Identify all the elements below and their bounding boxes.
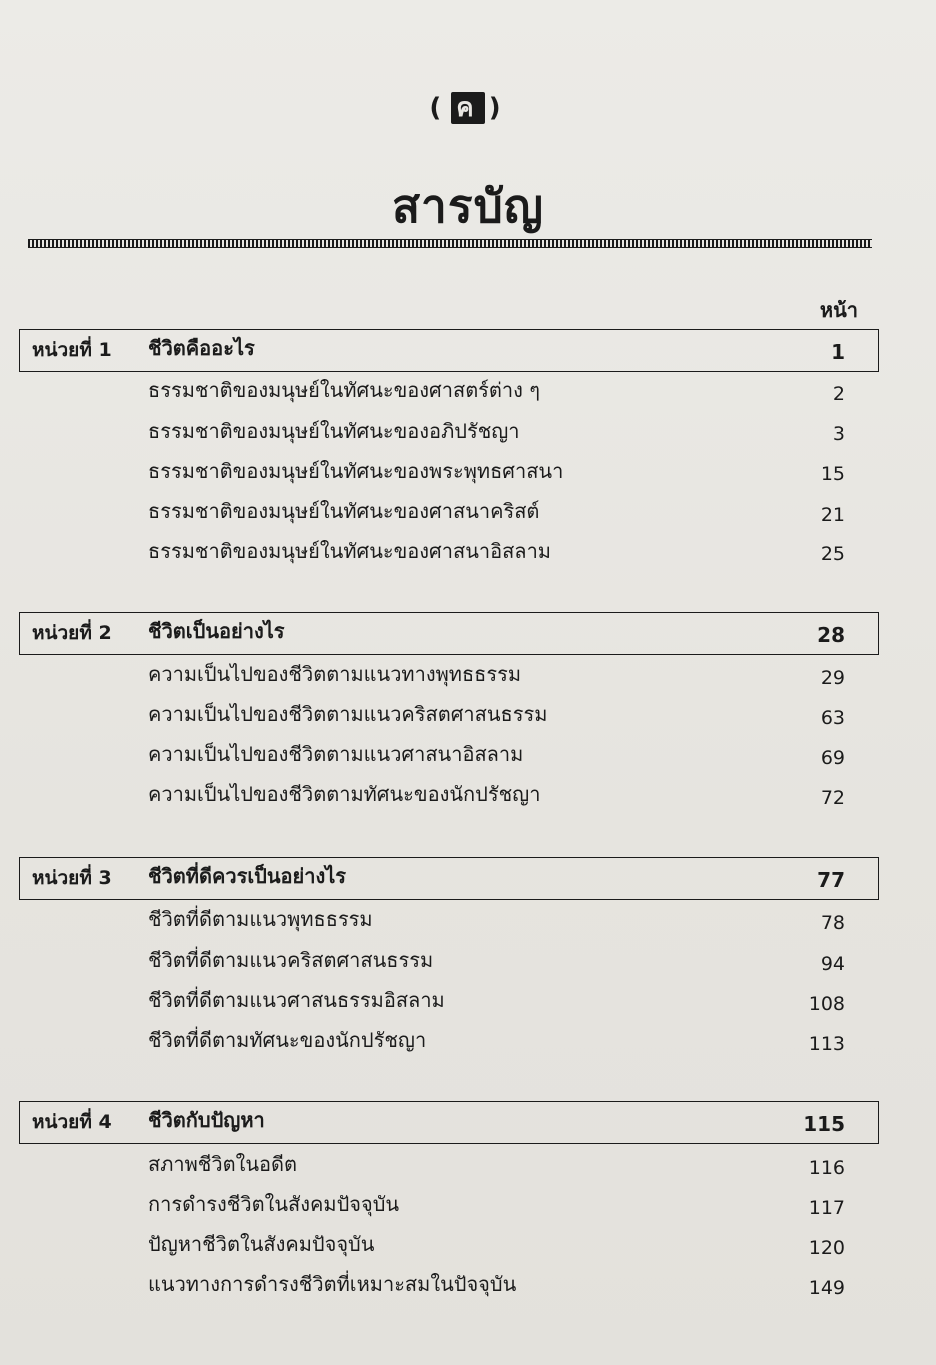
toc-entry-page: 116 [808,1157,845,1179]
toc-entry-title: แนวทางการดำรงชีวิตที่เหมาะสมในปัจจุบัน [148,1272,517,1296]
unit-3-page: 77 [817,868,845,892]
toc-entry-title: ธรรมชาติของมนุษย์ในทัศนะของพระพุทธศาสนา [148,459,564,483]
unit-4-page: 115 [803,1112,845,1136]
toc-entry-title: ความเป็นไปของชีวิตตามทัศนะของนักปรัชญา [148,782,541,806]
page-column-header: หน้า [819,298,858,322]
unit-1-page: 1 [831,340,845,364]
toc-entry-page: 3 [832,423,845,445]
toc-entry-page: 69 [820,747,845,769]
toc-entry-page: 149 [808,1277,845,1299]
toc-entry-title: ชีวิตที่ดีตามแนวศาสนธรรมอิสลาม [148,988,445,1012]
toc-entry-page: 29 [820,667,845,689]
unit-4-title: ชีวิตกับปัญหา [148,1108,265,1132]
toc-entry-page: 94 [820,953,845,975]
unit-3-label: หน่วยที่ 3 [32,867,112,889]
toc-entry-title: สภาพชีวิตในอดีต [148,1152,298,1176]
toc-entry-page: 78 [820,912,845,934]
toc-entry-title: ชีวิตที่ดีตามทัศนะของนักปรัชญา [148,1028,427,1052]
unit-2-label: หน่วยที่ 2 [32,622,112,644]
decorative-rule [28,239,872,248]
toc-entry-page: 25 [820,543,845,565]
unit-1-label: หน่วยที่ 1 [32,339,112,361]
toc-entry-title: ชีวิตที่ดีตามแนวพุทธธรรม [148,907,373,931]
unit-3-title: ชีวิตที่ดีควรเป็นอย่างไร [148,864,347,888]
toc-entry-page: 21 [820,504,845,526]
page-letter: ค [451,92,484,124]
toc-entry-page: 120 [808,1237,845,1259]
toc-entry-page: 2 [832,383,845,405]
unit-4-label: หน่วยที่ 4 [32,1111,112,1133]
toc-entry-page: 15 [820,463,845,485]
toc-entry-page: 113 [808,1033,845,1055]
toc-entry-title: ธรรมชาติของมนุษย์ในทัศนะของศาสตร์ต่าง ๆ [148,378,541,402]
toc-entry-title: ความเป็นไปของชีวิตตามแนวศาสนาอิสลาม [148,742,524,766]
roman-page-marker: ( ค ) [429,93,507,123]
toc-entry-title: ชีวิตที่ดีตามแนวคริสตศาสนธรรม [148,948,434,972]
toc-entry-page: 63 [820,707,845,729]
unit-2-page: 28 [817,623,845,647]
toc-entry-title: ธรรมชาติของมนุษย์ในทัศนะของอภิปรัชญา [148,419,520,443]
toc-entry-page: 108 [808,993,845,1015]
toc-entry-page: 117 [808,1197,845,1219]
toc-entry-title: การดำรงชีวิตในสังคมปัจจุบัน [148,1192,400,1216]
toc-entry-title: ธรรมชาติของมนุษย์ในทัศนะของศาสนาอิสลาม [148,539,551,563]
unit-1-title: ชีวิตคืออะไร [148,336,255,360]
toc-entry-title: ธรรมชาติของมนุษย์ในทัศนะของศาสนาคริสต์ [148,499,540,523]
toc-entry-title: ปัญหาชีวิตในสังคมปัจจุบัน [148,1232,375,1256]
toc-entry-title: ความเป็นไปของชีวิตตามแนวทางพุทธธรรม [148,662,522,686]
page-title: สารบัญ [391,179,544,233]
toc-entry-title: ความเป็นไปของชีวิตตามแนวคริสตศาสนธรรม [148,702,548,726]
unit-2-title: ชีวิตเป็นอย่างไร [148,619,285,643]
toc-entry-page: 72 [820,787,845,809]
